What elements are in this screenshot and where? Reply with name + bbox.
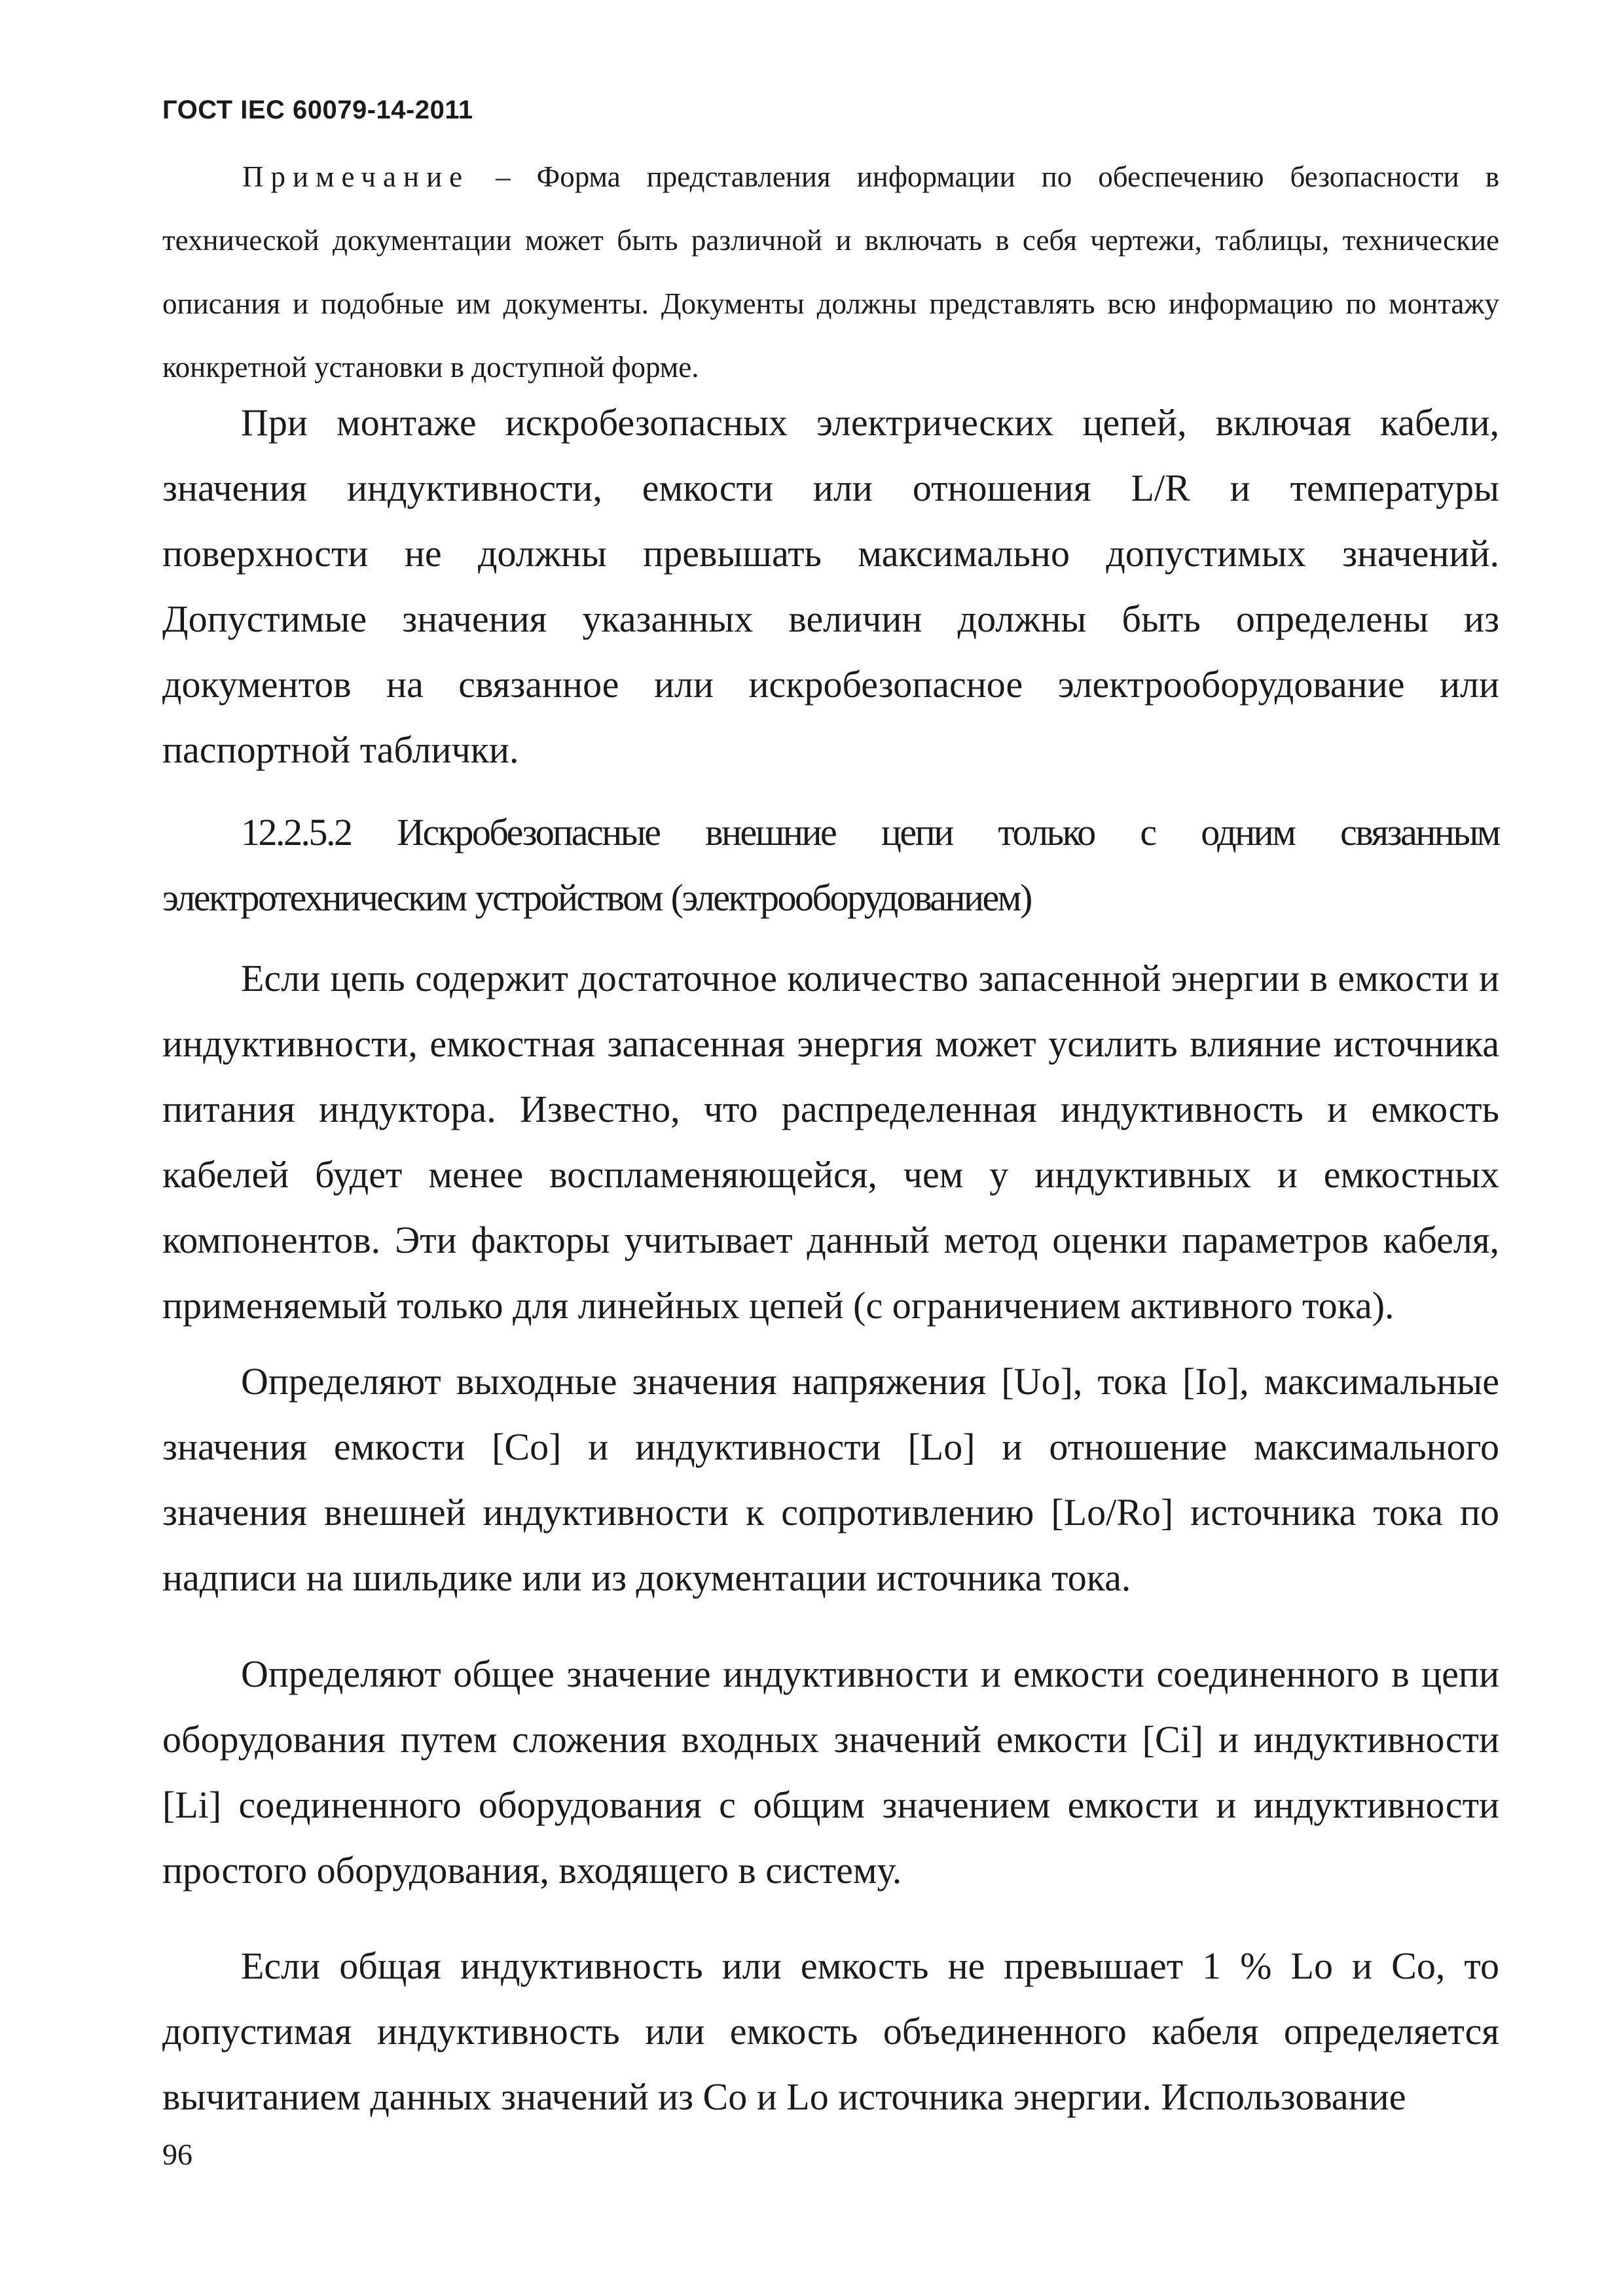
paragraph-total-values: Определяют общее значение индуктивности и емкости соединенного в цепи оборудования путем сложения входных значений емкости [Ci] и индуктивности [Li] соединенного оборудования с общим значением емкости и индуктивности простого оборудования, входящего в систему. [162,1653,1499,1892]
note-dash: – [469,160,537,193]
paragraph-output-values: Определяют выходные значения напряжения [Uo], тока [Io], максимальные значения емкости [Co] и индуктивности [Lo] и отношение максимального значения внешней индуктивности к сопротивлению [Lo/Ro] источника тока по надписи на шильдике или из документации источника тока. [162,1360,1499,1599]
paragraph-one-percent-rule: Если общая индуктивность или емкость не превышает 1 % Lo и Co, то допустимая индуктивность или емкость объединенного кабеля определяется вычитанием данных значений из Co и Lo источника энергии. Использование [162,1945,1499,2118]
section-heading-12-2-5-2: 12.2.5.2 Искробезопасные внешние цепи только с одним связанным электротехническим устройством (электрооборудованием) [162,811,1499,919]
page-number: 96 [162,2138,192,2171]
paragraph-installation-limits: При монтаже искробезопасных электрических цепей, включая кабели, значения индуктивности, емкости или отношения L/R и температуры поверхности не должны превышать максимально допустимых значений. Допустимые значения указанных величин должны быть определены из документов на связанное или искробезопасное электрооборудование или паспортной таблички. [162,401,1499,771]
note-label: Примечание [242,160,470,193]
document-header: ГОСТ IEC 60079-14-2011 [162,96,473,124]
note-text: Форма представления информации по обеспечению безопасности в технической документации может быть различной и включать в себя чертежи, таблицы, технические описания и подобные им документы. Документы должны представлять всю информацию по монтажу конкретной установки в доступной форме. [162,160,1499,384]
note-block [162,145,1499,399]
paragraph-stored-energy: Если цепь содержит достаточное количество запасенной энергии в емкости и индуктивности, емкостная запасенная энергия может усилить влияние источника питания индуктора. Известно, что распределенная индуктивность и емкость кабелей будет менее воспламеняющейся, чем у индуктивных и емкостных компонентов. Эти факторы учитывает данный метод оценки параметров кабеля, применяемый только для линейных цепей (с ограничением активного тока). [162,957,1499,1327]
